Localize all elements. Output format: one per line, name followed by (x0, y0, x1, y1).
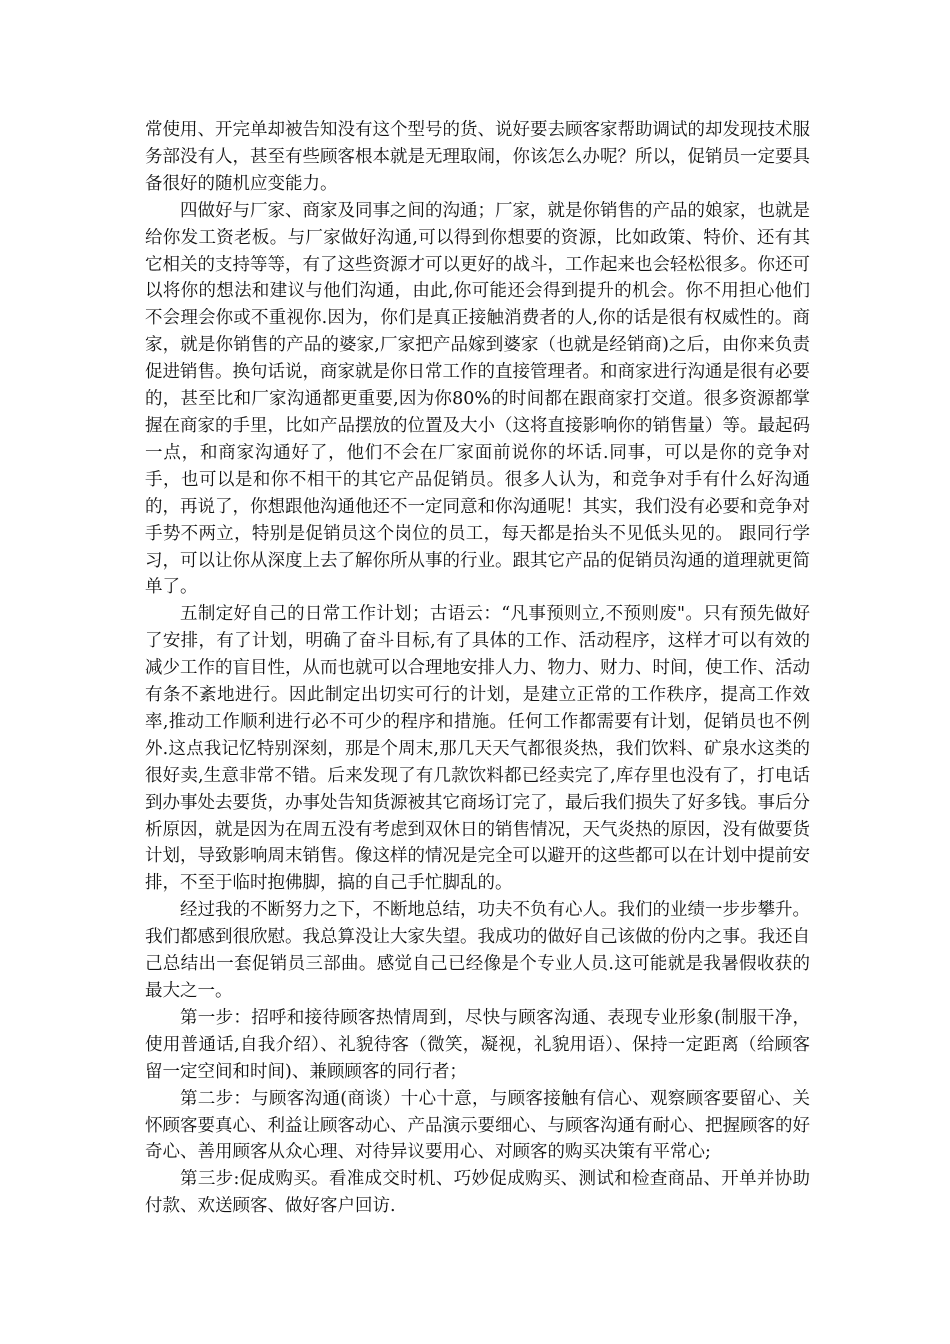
paragraph-work-plan: 五制定好自己的日常工作计划；古语云：“凡事预则立,不预则废"。只有预先做好了安排，有了计划，明确了奋斗目标,有了具体的工作、活动程序，这样才可以有效的减少工作的盲目性，从而也就可以合理地安排人力、物力、财力、时间，使工作、活动有条不紊地进行。因此制定出切实可行的计划，是建立正常的工作秩序，提高工作效率,推动工作顺利进行必不可少的程序和措施。任何工作都需要有计划，促销员也不例外.这点我记忆特别深刻，那是个周末,那几天天气都很炎热，我们饮料、矿泉水这类的很好卖,生意非常不错。后来发现了有几款饮料都已经卖完了,库存里也没有了，打电话到办事处去要货，办事处告知货源被其它商场订完了，最后我们损失了好多钱。事后分析原因，就是因为在周五没有考虑到双休日的销售情况，天气炎热的原因，没有做要货计划，导致影响周末销售。像这样的情况是完全可以避开的这些都可以在计划中提前安排，不至于临时抱佛脚，搞的自己手忙脚乱的。 (145, 604, 810, 894)
paragraph-step-two: 第二步：与顾客沟通(商谈）十心十意，与顾客接触有信心、观察顾客要留心、关怀顾客要真心、利益让顾客动心、产品演示要细心、与顾客沟通有耐心、把握顾客的好奇心、善用顾客从众心理、对待异议要用心、对顾客的购买决策有平常心; (145, 1088, 810, 1163)
paragraph-summary: 经过我的不断努力之下，不断地总结，功夫不负有心人。我们的业绩一步步攀升。我们都感到很欣慰。我总算没让大家失望。我成功的做好自己该做的份内之事。我还自己总结出一套促销员三部曲。感觉自己已经像是个专业人员.这可能就是我暑假收获的最大之一。 (145, 900, 810, 1001)
paragraph-communication: 四做好与厂家、商家及同事之间的沟通；厂家，就是你销售的产品的娘家，也就是给你发工资老板。与厂家做好沟通,可以得到你想要的资源，比如政策、特价、还有其它相关的支持等等，有了这些资源才可以更好的战斗，工作起来也会轻松很多。你还可以将你的想法和建议与他们沟通，由此,你可能还会得到提升的机会。你不用担心他们不会理会你或不重视你.因为，你们是真正接触消费者的人,你的话是很有权威性的。商家，就是你销售的产品的婆家,厂家把产品嫁到婆家（也就是经销商)之后，由你来负责促进销售。换句话说，商家就是你日常工作的直接管理者。和商家进行沟通是很有必要的，甚至比和厂家沟通都更重要,因为你80%的时间都在跟商家打交道。很多资源都掌握在商家的手里，比如产品摆放的位置及大小（这将直接影响你的销售量）等。最起码一点，和商家沟通好了，他们不会在厂家面前说你的坏话.同事，可以是你的竞争对手，也可以是和你不相干的其它产品促销员。很多人认为，和竞争对手有什么好沟通的，再说了，你想跟他沟通他还不一定同意和你沟通呢！其实，我们没有必要和竞争对手势不两立，特别是促销员这个岗位的员工，每天都是抬头不见低头见的。 跟同行学习，可以让你从深度上去了解你所从事的行业。跟其它产品的促销员沟通的道理就更简单了。 (145, 200, 810, 598)
document-page (145, 117, 810, 1220)
paragraph-step-three: 第三步:促成购买。看准成交时机、巧妙促成购买、测试和检查商品、开单并协助付款、欢送顾客、做好客户回访. (145, 1169, 810, 1217)
paragraph-step-one: 第一步：招呼和接待顾客热情周到，尽快与顾客沟通、表现专业形象(制服干净，使用普通话,自我介绍）、礼貌待客（微笑，凝视，礼貌用语）、保持一定距离（给顾客留一定空间和时间)、兼顾顾客的同行者； (145, 1007, 810, 1082)
paragraph-intro-continuation: 常使用、开完单却被告知没有这个型号的货、说好要去顾客家帮助调试的却发现技术服务部没有人，甚至有些顾客根本就是无理取闹，你该怎么办呢？所以，促销员一定要具备很好的随机应变能力。 (145, 120, 810, 194)
